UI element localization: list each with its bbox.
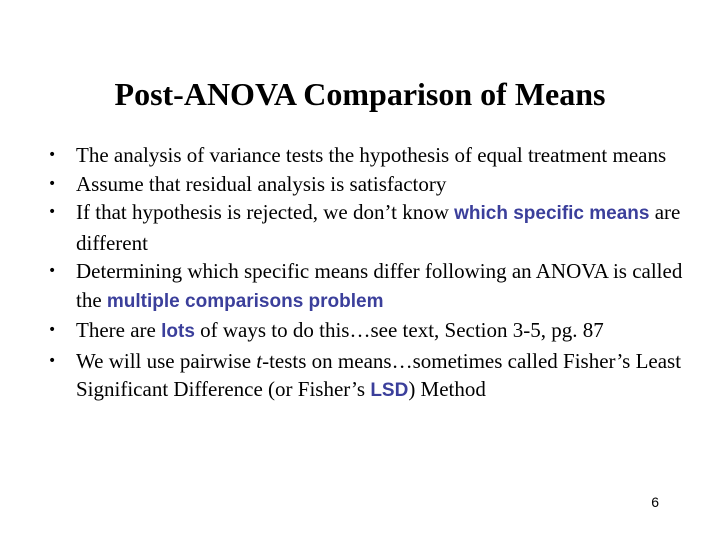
bullet-item: [48, 141, 688, 170]
bullet-dot: •: [48, 147, 57, 163]
bullet-text: If that hypothesis is rejected, we don’t know: [76, 200, 455, 224]
page-number: 6: [651, 494, 659, 510]
bullet-text: There are: [76, 318, 162, 342]
bullet-item: [48, 198, 688, 257]
bullet-text: The analysis of variance tests the hypothesis of equal treatment means: [76, 143, 667, 167]
bullet-dot: •: [48, 175, 57, 192]
bullet-text: We will use pairwise: [76, 348, 257, 373]
bullet-item: [48, 170, 688, 199]
bullet-text: Assume that residual analysis is satisfactory: [76, 171, 447, 196]
bullet-item: [48, 257, 688, 316]
slide-title: Post-ANOVA Comparison of Means: [114, 76, 606, 112]
bullet-item: [48, 347, 688, 406]
bullet-dot: •: [48, 204, 57, 220]
bullet-dot: •: [48, 263, 57, 279]
bullet-dot: •: [48, 352, 57, 369]
bullet-list: [48, 141, 688, 406]
bullet-text: of ways to do this…see text, Section 3-5, pg. 87: [194, 318, 604, 342]
bullet-text: ) Method: [408, 377, 486, 401]
italic-term: t: [256, 348, 263, 373]
highlighted-term: lots: [161, 321, 195, 342]
bullet-dot: •: [48, 322, 57, 338]
highlighted-term: LSD: [370, 380, 409, 401]
bullet-text: are different: [76, 200, 681, 255]
highlighted-term: which specific means: [454, 203, 650, 224]
highlighted-term: multiple comparisons problem: [106, 290, 384, 312]
bullet-text: Determining which specific means differ following an ANOVA is called the: [76, 259, 683, 312]
bullet-item: [48, 316, 688, 347]
bullet-text: -tests on means…sometimes called Fisher’s Least Significant Difference (or Fisher’s: [76, 348, 682, 401]
